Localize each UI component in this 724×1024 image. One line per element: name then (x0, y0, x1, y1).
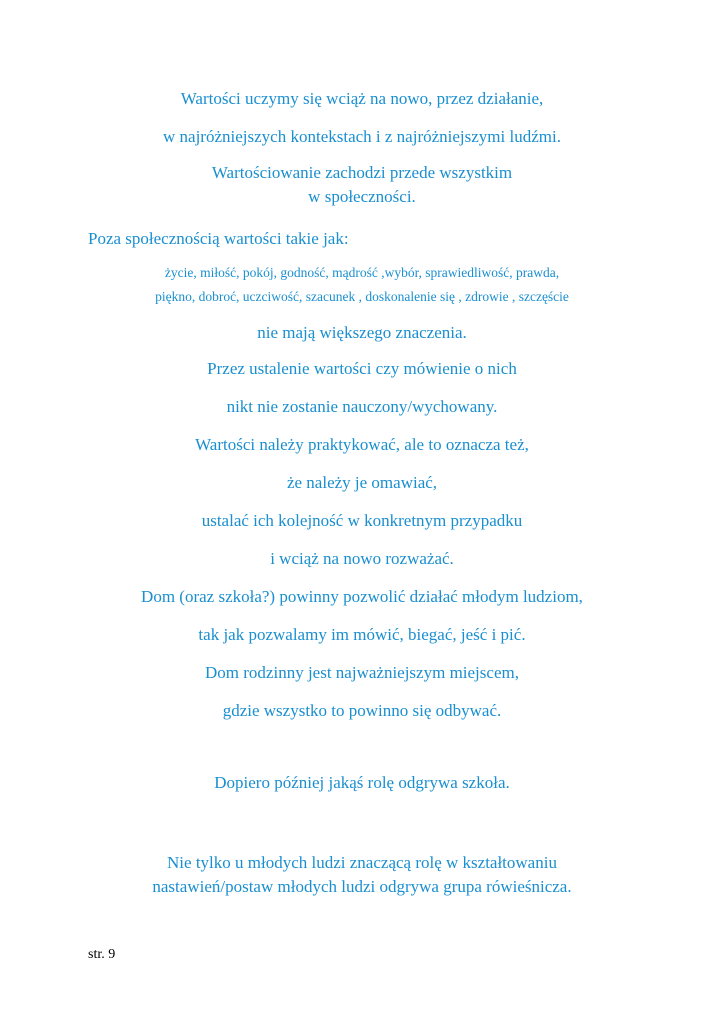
text-line-11: Wartości należy praktykować, ale to oznacza też, (195, 435, 529, 454)
values-list-line-2: piękno, dobroć, uczciwość, szacunek , doskonalenie się , zdrowie , szczęście (155, 289, 569, 304)
text-line-21: nastawień/postaw młodych ludzi odgrywa grupa rówieśnicza. (152, 877, 572, 896)
text-line-2: w najróżniejszych kontekstach i z najróżniejszymi ludźmi. (163, 127, 561, 146)
text-line-19: Dopiero później jakąś rolę odgrywa szkoła. (214, 773, 510, 792)
text-line-4: w społeczności. (308, 187, 416, 206)
text-line-20: Nie tylko u młodych ludzi znaczącą rolę w kształtowaniu (167, 853, 557, 872)
text-line-18: gdzie wszystko to powinno się odbywać. (222, 701, 502, 720)
text-line-5: Poza społecznością wartości takie jak: (88, 229, 349, 248)
text-line-9: Przez ustalenie wartości czy mówienie o nich (207, 359, 517, 378)
text-line-16: tak jak pozwalamy im mówić, biegać, jeść i pić. (198, 625, 526, 644)
text-line-10: nikt nie zostanie nauczony/wychowany. (226, 397, 498, 416)
text-line-13: ustalać ich kolejność w konkretnym przypadku (201, 511, 523, 530)
values-list-line-1: życie, miłość, pokój, godność, mądrość ,wybór, sprawiedliwość, prawda, (164, 265, 560, 280)
text-line-12: że należy je omawiać, (286, 473, 438, 492)
page-number: str. 9 (88, 947, 116, 962)
text-line-3: Wartościowanie zachodzi przede wszystkim (211, 163, 513, 182)
text-line-1: Wartości uczymy się wciąż na nowo, przez działanie, (180, 89, 544, 108)
text-line-17: Dom rodzinny jest najważniejszym miejscem, (205, 663, 519, 682)
text-line-14: i wciąż na nowo rozważać. (270, 549, 454, 568)
text-line-8: nie mają większego znaczenia. (257, 323, 467, 342)
text-line-15: Dom (oraz szkoła?) powinny pozwolić działać młodym ludziom, (141, 587, 583, 606)
